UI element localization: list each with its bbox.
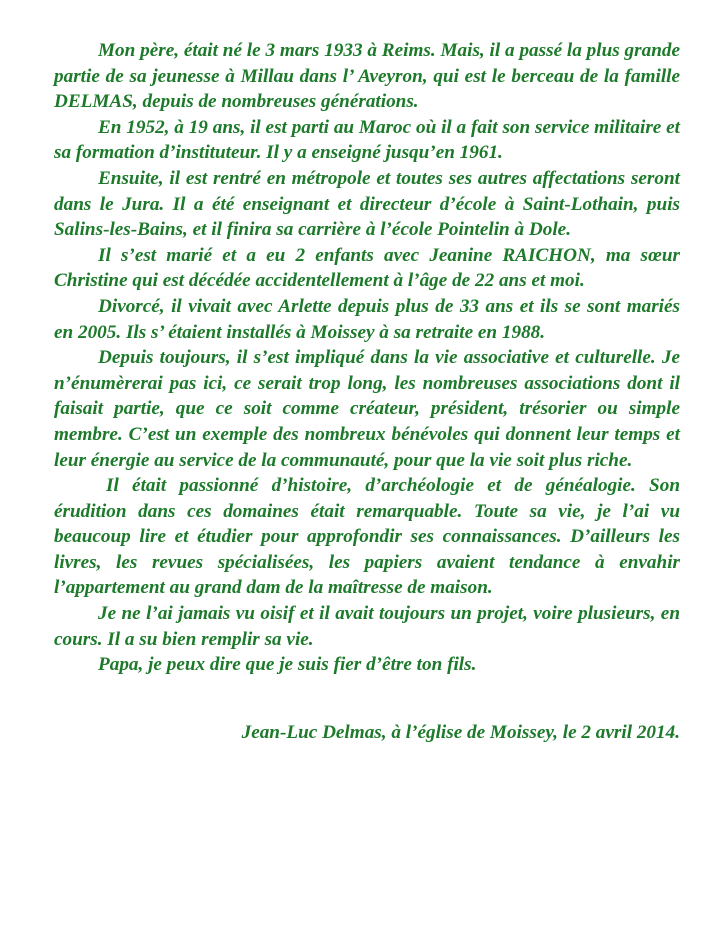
- paragraph-birth: Mon père, était né le 3 mars 1933 à Reims. Mais, il a passé la plus grande partie de sa jeunesse à Millau dans l’ Aveyron, qui est le berceau de la famille DELMAS, depuis de nombreuses générations.: [54, 40, 680, 113]
- paragraph-history: Il était passionné d’histoire, d’archéologie et de généalogie. Son érudition dans ces domaines était remarquable. Toute sa vie, je l’ai vu beaucoup lire et étudier pour approfondir ses connaissances. D’ailleurs les livres, les revues spécialisées, les papiers avaient tendance à envahir l’appartement au grand dam de la maîtresse de maison.: [54, 475, 680, 599]
- signature-line: Jean-Luc Delmas, à l’église de Moissey, le 2 avril 2014.: [241, 721, 680, 743]
- paragraph-arlette: Divorcé, il vivait avec Arlette depuis plus de 33 ans et ils se sont mariés en 2005. Ils s’ étaient installés à Moissey à sa retraite en 1988.: [54, 295, 680, 343]
- paragraph-family: Il s’est marié et a eu 2 enfants avec Jeanine RAICHON, ma sœur Christine qui est décédée accidentellement à l’âge de 22 ans et moi.: [54, 244, 680, 292]
- paragraph-morocco: En 1952, à 19 ans, il est parti au Maroc où il a fait son service militaire et sa formation d’instituteur. Il y a enseigné jusqu’en 1961.: [54, 116, 680, 164]
- paragraph-associations: Depuis toujours, il s’est impliqué dans la vie associative et culturelle. Je n’énumèrerai pas ici, ce serait trop long, les nombreuses associations dont il faisait partie, que ce soit comme créateur, président, trésorier ou simple membre. C’est un exemple des nombreux bénévoles qui donnent leur temps et leur énergie au service de la communauté, pour que la vie soit plus riche.: [54, 347, 680, 471]
- paragraph-closing: Papa, je peux dire que je suis fier d’être ton fils.: [98, 654, 477, 676]
- eulogy-text: [54, 38, 680, 745]
- paragraph-jura-career: Ensuite, il est rentré en métropole et toutes ses autres affectations seront dans le Jura. Il a été enseignant et directeur d’école à Saint-Lothain, puis Salins-les-Bains, et il finira sa carrière à l’école Pointelin à Dole.: [54, 167, 680, 241]
- paragraph-projects: Je ne l’ai jamais vu oisif et il avait toujours un projet, voire plusieurs, en cours. Il a su bien remplir sa vie.: [54, 603, 680, 650]
